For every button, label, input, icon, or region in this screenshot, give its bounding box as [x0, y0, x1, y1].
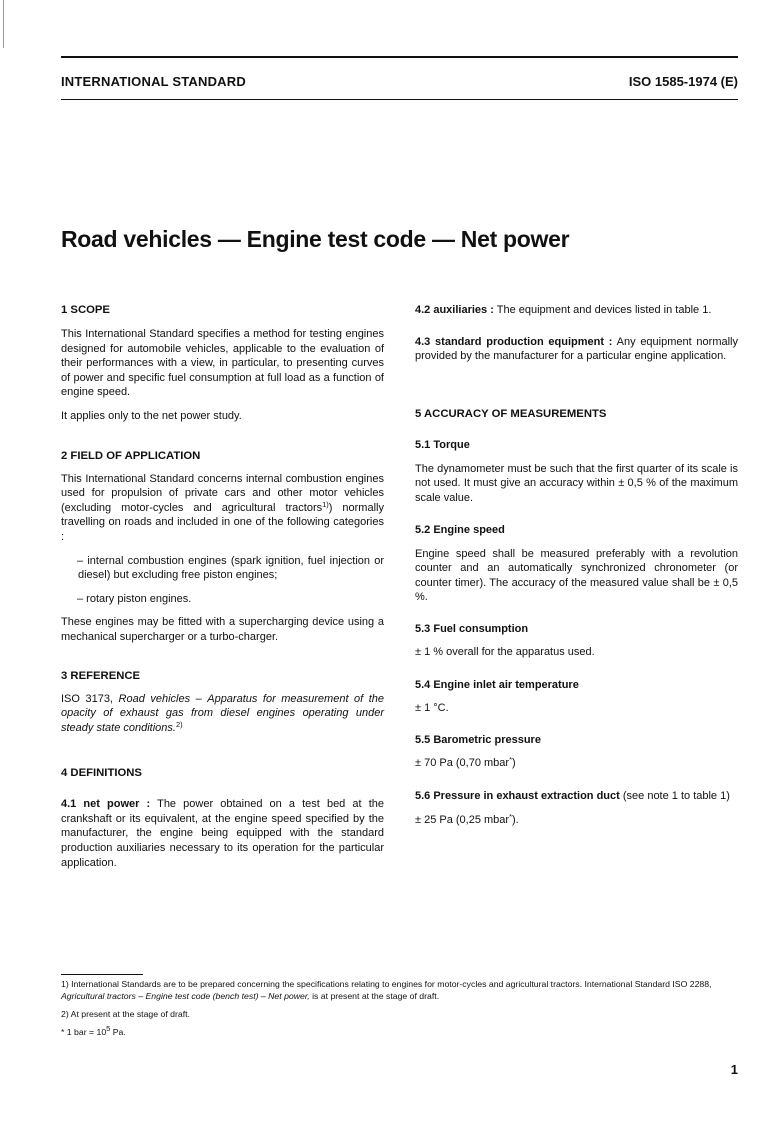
section-5-6-text: ± 25 Pa (0,25 mbar*). [415, 812, 519, 827]
footnote-3: * 1 bar = $10^5$ Pa. [61, 1024, 126, 1037]
footnote-2: 2) At present at the stage of draft. [61, 1009, 190, 1019]
definition-4-2: 4.2 auxiliaries : The equipment and devices listed in table 1. [415, 304, 712, 316]
header-standard-label: INTERNATIONAL STANDARD [61, 74, 246, 89]
scope-paragraph-1: This International Standard specifies a method for testing engines designed for automobile vehicles, applicable to the evaluation of their performances with a view, in particular, to presenting curves of power and specific fuel consumption at full load as a function of engine speed. [61, 328, 384, 399]
field-paragraph-2: These engines may be fitted with a supercharging device using a mechanical supercharger or a turbo-charger. [61, 616, 384, 643]
scope-paragraph-2: It applies only to the net power study. [61, 409, 242, 422]
section-5-1-heading: 5.1 Torque [415, 438, 470, 451]
scope-heading: 1 SCOPE [61, 304, 110, 316]
section-5-4-heading: 5.4 Engine inlet air temperature [415, 678, 579, 691]
field-paragraph-1: This International Standard concerns internal combustion engines used for propulsion of private cars and other motor vehicles (excluding motor-cycles and agricultural tractors$^{1)}$) normally travelling on roads and included in one of the following categories : [61, 472, 384, 543]
reference-heading: 3 REFERENCE [61, 669, 141, 682]
section-5-6-heading: 5.6 Pressure in exhaust extraction duct (see note 1 to table 1) [415, 789, 730, 802]
left-column [61, 303, 384, 870]
footnote-1: 1) International Standards are to be prepared concerning the specifications relating to engines for motor-cycles and agricultural tractors. International Standard ISO 2288, Agricultural tractors – Engine test code (bench test) – Net power, is at present at the stage of draft. [61, 979, 712, 1001]
section-5-4-text: ± 1 °C. [415, 701, 449, 714]
header-rule [61, 99, 738, 100]
right-column [415, 303, 738, 828]
section-5-1-text: The dynamometer must be such that the first quarter of its scale is not used. It must give an accuracy within ± 0,5 % of the maximum scale value. [415, 462, 738, 504]
definition-4-1: 4.1 net power : The power obtained on a test bed at the crankshaft or its equivalent, at the engine speed specified by the manufacturer, the engine being equipped with the standard production auxiliaries necessary to its operation for the particular application. [61, 798, 384, 869]
section-5-3-heading: 5.3 Fuel consumption [415, 622, 529, 635]
section-5-5-text: ± 70 Pa (0,70 mbar*) [415, 755, 516, 770]
definition-4-3: 4.3 standard production equipment : Any equipment normally provided by the manufacturer for a particular engine application. [415, 335, 739, 363]
section-5-2-text: Engine speed shall be measured preferably with a revolution counter and an automatically synchronized chronometer (or counter timer). The accuracy of the measured value shall be ± 0,5 %. [415, 547, 738, 604]
section-5-5-heading: 5.5 Barometric pressure [415, 734, 541, 747]
field-category-1: – internal combustion engines (spark ignition, fuel injection or diesel) but excluding free piston engines; [77, 554, 384, 582]
section-5-2-heading: 5.2 Engine speed [415, 523, 505, 536]
footnotes [61, 978, 741, 1038]
section-5-3-text: ± 1 % overall for the apparatus used. [415, 645, 595, 658]
footnote-rule [61, 974, 143, 975]
page-number: 1 [730, 1062, 738, 1077]
field-heading: 2 FIELD OF APPLICATION [61, 449, 201, 462]
reference-paragraph: ISO 3173, Road vehicles – Apparatus for measurement of the opacity of exhaust gas from diesel engines operating under steady state conditions.$^{2)}$ [61, 692, 384, 734]
definitions-heading: 4 DEFINITIONS [61, 767, 142, 780]
top-rule [61, 56, 738, 58]
scan-edge-mark [3, 0, 4, 48]
header-standard-number: ISO 1585-1974 (E) [628, 74, 738, 89]
field-category-2: – rotary piston engines. [77, 592, 192, 605]
page-title: Road vehicles — Engine test code — Net power [61, 226, 570, 252]
accuracy-heading: 5 ACCURACY OF MEASUREMENTS [415, 407, 607, 420]
